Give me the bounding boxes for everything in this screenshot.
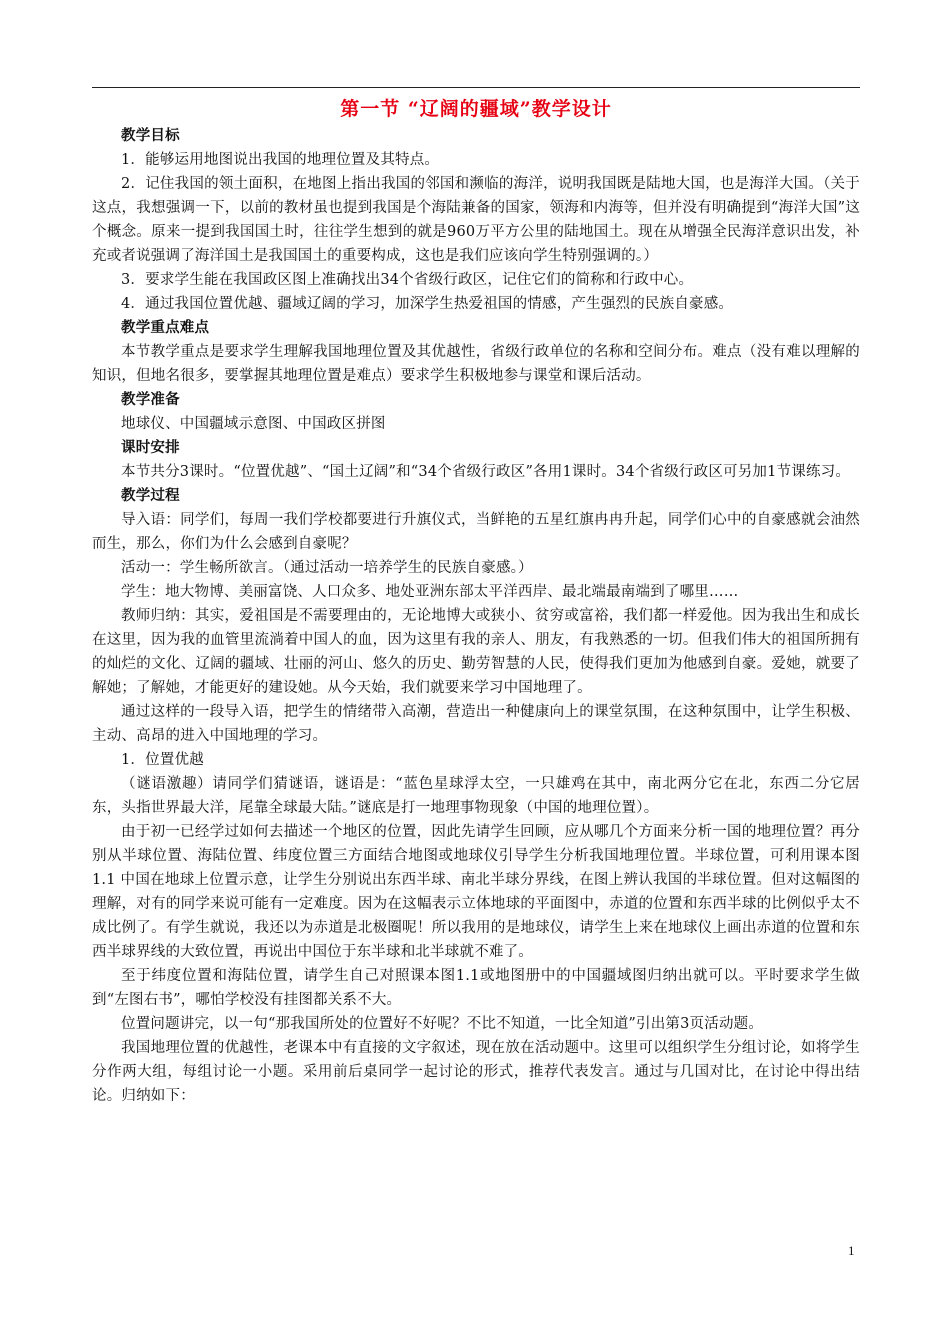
paragraph: 3．要求学生能在我国政区图上准确找出34个省级行政区，记住它们的简称和行政中心。 bbox=[121, 272, 694, 288]
paragraph: 位置问题讲完，以一句“那我国所处的位置好不好呢？不比不知道，一比全知道”引出第3页活动题。 bbox=[121, 1016, 764, 1032]
section-heading: 课时安排 bbox=[121, 439, 180, 456]
paragraph: 学生：地大物博、美丽富饶、人口众多、地处亚洲东部太平洋西岸、最北端最南端到了哪里…… bbox=[121, 584, 739, 600]
paragraph: 地球仪、中国疆域示意图、中国政区拼图 bbox=[121, 416, 386, 432]
paragraph: 1．能够运用地图说出我国的地理位置及其特点。 bbox=[121, 152, 440, 168]
paragraph: 1．位置优越 bbox=[121, 752, 204, 768]
paragraph: 本节教学重点是要求学生理解我国地理位置及其优越性，省级行政单位的名称和空间分布。难点（没有难以理解的知识，但地名很多，要掌握其地理位置是难点）要求学生积极地参与课堂和课后活动。 bbox=[92, 344, 860, 384]
section-heading: 教学准备 bbox=[121, 391, 180, 408]
section-heading: 教学目标 bbox=[121, 127, 180, 144]
section-heading: 教学过程 bbox=[121, 487, 180, 504]
paragraph: 活动一：学生畅所欲言。（通过活动一培养学生的民族自豪感。） bbox=[121, 560, 533, 576]
paragraph: 由于初一已经学过如何去描述一个地区的位置，因此先请学生回顾，应从哪几个方面来分析一国的地理位置？再分别从半球位置、海陆位置、纬度位置三方面结合地图或地球仪引导学生分析我国地理位置。半球位置，可利用课本图1.1 中国在地球上位置示意，让学生分别说出东西半球、南北半球分界线，在图上辨认我国的半球位置。但对这幅图的理解，对有的同学来说可能有一定难度。因为在这幅表示立体地球的平面图中，赤道的位置和东西半球的比例似乎太不成比例了。有学生就说，我还以为赤道是北极圈呢！所以我用的是地球仪，请学生上来在地球仪上画出赤道的位置和东西半球界线的大致位置，再说出中国位于东半球和北半球就不难了。 bbox=[92, 824, 860, 960]
paragraph: （谜语激趣）请同学们猜谜语，谜语是：“蓝色星球浮太空，一只雄鸡在其中，南北两分它在北，东西二分它居东，头指世界最大洋，尾靠全球最大陆。”谜底是打一地理事物现象（中国的地理位置）。 bbox=[92, 776, 860, 816]
paragraph: 本节共分3课时。“位置优越”、“国土辽阔”和“34个省级行政区”各用1课时。34个省级行政区可另加1节课练习。 bbox=[121, 464, 851, 480]
paragraph: 我国地理位置的优越性，老课本中有直接的文字叙述，现在放在活动题中。这里可以组织学生分组讨论，如将学生分作两大组，每组讨论一小题。采用前后桌同学一起讨论的形式，推荐代表发言。通过与几国对比，在讨论中得出结论。归纳如下： bbox=[92, 1040, 860, 1104]
document-title: 第一节 “辽阔的疆域”教学设计 bbox=[340, 98, 612, 120]
paragraph: 至于纬度位置和海陆位置，请学生自己对照课本图1.1或地图册中的中国疆域图归纳出就可以。平时要求学生做到“左图右书”，哪怕学校没有挂图都关系不大。 bbox=[92, 968, 860, 1008]
document-body bbox=[92, 124, 860, 1108]
section-heading: 教学重点难点 bbox=[121, 319, 210, 336]
paragraph: 通过这样的一段导入语，把学生的情绪带入高潮，营造出一种健康向上的课堂氛围，在这种氛围中，让学生积极、主动、高昂的进入中国地理的学习。 bbox=[92, 704, 860, 744]
paragraph: 导入语：同学们，每周一我们学校都要进行升旗仪式，当鲜艳的五星红旗冉冉升起，同学们心中的自豪感就会油然而生，那么，你们为什么会感到自豪呢？ bbox=[92, 512, 860, 552]
page-number: 1 bbox=[848, 1243, 855, 1258]
paragraph: 2．记住我国的领土面积，在地图上指出我国的邻国和濒临的海洋，说明我国既是陆地大国，也是海洋大国。（关于这点，我想强调一下，以前的教材虽也提到我国是个海陆兼备的国家，领海和内海等，但并没有明确提到“海洋大国”这个概念。原来一提到我国国土时，往往学生想到的就是960万平方公里的陆地国土。现在从增强全民海洋意识出发，补充或者说强调了海洋国土是我国国土的重要构成，这也是我们应该向学生特别强调的。） bbox=[92, 176, 860, 264]
header-rule bbox=[92, 87, 860, 88]
paragraph: 教师归纳：其实，爱祖国是不需要理由的，无论地博大或狭小、贫穷或富裕，我们都一样爱他。因为我出生和成长在这里，因为我的血管里流淌着中国人的血，因为这里有我的亲人、朋友，有我熟悉的一切。但我们伟大的祖国所拥有的灿烂的文化、辽阔的疆域、壮丽的河山、悠久的历史、勤劳智慧的人民，使得我们更加为他感到自豪。爱她，就要了解她；了解她，才能更好的建设她。从今天始，我们就要来学习中国地理了。 bbox=[92, 608, 860, 696]
paragraph: 4．通过我国位置优越、疆域辽阔的学习，加深学生热爱祖国的情感，产生强烈的民族自豪感。 bbox=[121, 296, 734, 312]
